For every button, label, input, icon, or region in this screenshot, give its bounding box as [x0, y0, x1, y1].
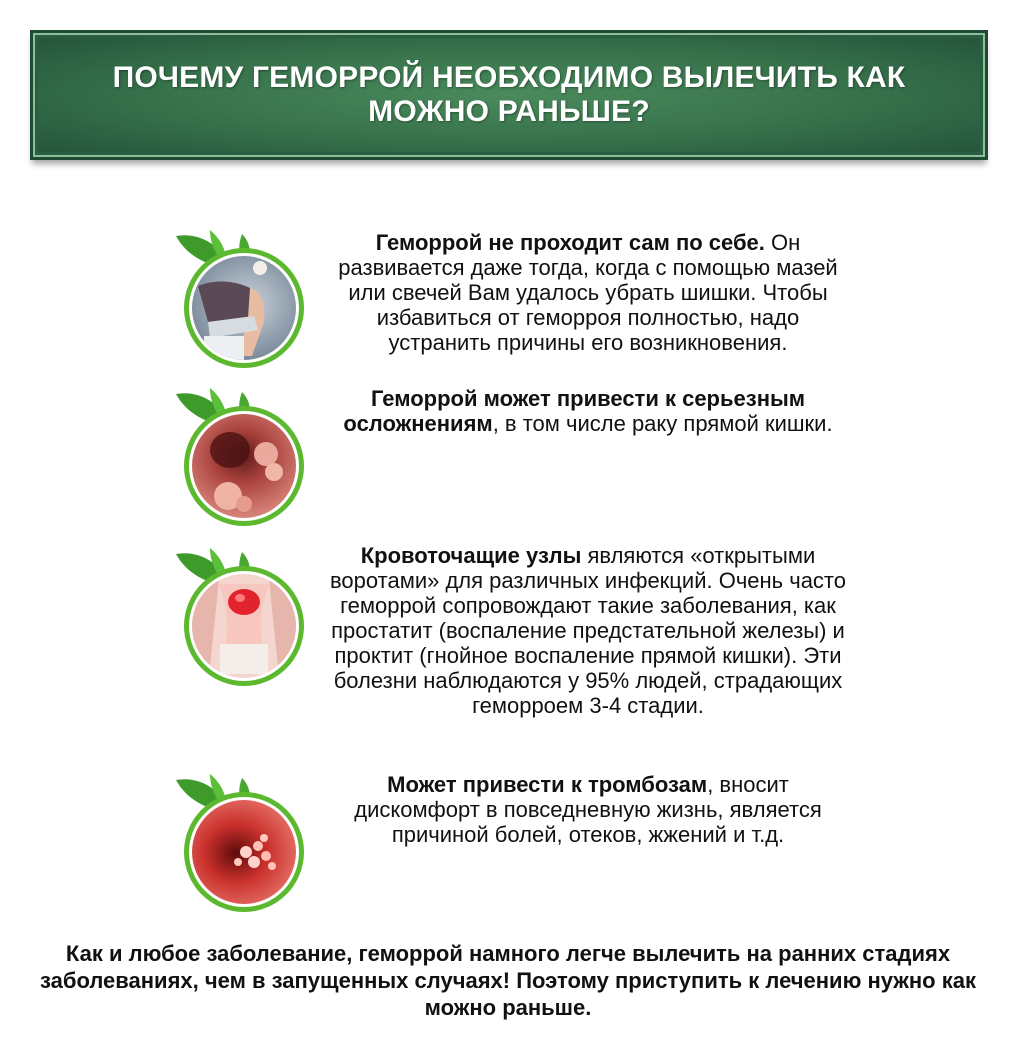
item-2-body: , в том числе раку прямой кишки. [492, 411, 833, 436]
item-2-bold: Геморрой может привести к серьезным осложнениям [343, 386, 806, 436]
item-1-text [328, 230, 848, 355]
footer-text: Как и любое заболевание, геморрой намного легче вылечить на ранних стадиях заболеваниях, чем в запущенных случаях! Поэтому приступить к лечению нужно как можно раньше. [40, 941, 976, 1020]
bleeding-nodes-icon [168, 544, 308, 694]
header-banner [30, 30, 988, 160]
item-1-body: Он развивается даже тогда, когда с помощью мазей или свечей Вам удалось убрать шишки. Чтобы избавиться от геморроя полностью, надо устранить причины его возникновения. [338, 230, 838, 355]
item-3-body: являются «открытыми воротами» для различных инфекций. Очень часто геморрой сопровождают такие заболевания, как простатит (воспаление предстательной железы) и проктит (гнойное воспаление прямой кишки). Эти болезни наблюдаются у 95% людей, страдающих геморроем 3-4 стадии. [329, 543, 846, 718]
person-on-toilet-icon [168, 226, 308, 376]
item-4-text [328, 772, 848, 847]
item-2-text [328, 386, 848, 436]
rectal-complication-icon [168, 384, 308, 534]
item-1-bold: Геморрой не проходит сам по себе. [375, 230, 765, 255]
page-title: ПОЧЕМУ ГЕМОРРОЙ НЕОБХОДИМО ВЫЛЕЧИТЬ КАК МОЖНО РАНЬШЕ? [112, 61, 906, 128]
thrombosis-icon [168, 770, 308, 920]
item-4-body: , вносит дискомфорт в повседневную жизнь, является причиной болей, отеков, жжений и т.д. [354, 772, 822, 847]
item-3-text [328, 543, 848, 718]
item-4-bold: Может привести к тромбозам [387, 772, 708, 797]
item-3-bold: Кровоточащие узлы [360, 543, 582, 568]
